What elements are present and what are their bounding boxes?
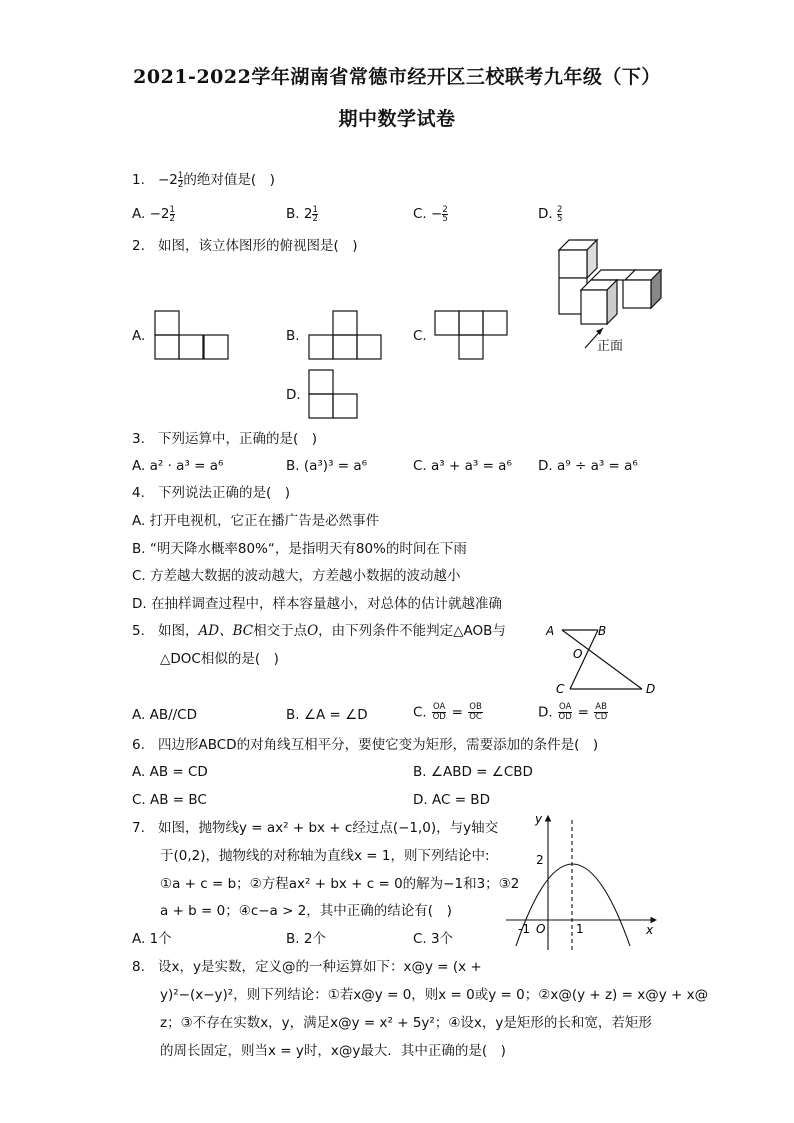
front-label: 正面 bbox=[597, 339, 624, 354]
q4-option-a[interactable]: A. 打开电视机，它正在播广告是必然事件 bbox=[132, 513, 380, 529]
q6-option-b[interactable]: B. ∠ABD = ∠CBD bbox=[413, 764, 533, 780]
question-5: 5. 如图，AD、BC相交于点O，由下列条件不能判定△AOB与 bbox=[132, 623, 506, 639]
q7-option-b[interactable]: B. 2个 bbox=[286, 931, 326, 947]
q2-option-d-label[interactable]: D. bbox=[286, 387, 301, 403]
graph-label-neg1: -1 bbox=[518, 922, 530, 936]
question-6: 6. 四边形ABCD的对角线互相平分，要使它变为矩形，需要添加的条件是( ) bbox=[132, 737, 599, 753]
q1-option-a[interactable]: A. −2 $\frac{1}{2}$ bbox=[132, 204, 175, 224]
question-8: 8. 设x，y是实数，定义@的一种运算如下：x@y = (x + bbox=[132, 959, 482, 975]
q2-text: 如图，该立体图形的俯视图是( ) bbox=[158, 238, 358, 254]
label-c: C bbox=[556, 682, 565, 696]
q2-option-c-label[interactable]: C. bbox=[413, 328, 427, 344]
q1-text: 的绝对值是( ) bbox=[183, 172, 275, 188]
q2-option-b-label[interactable]: B. bbox=[286, 328, 300, 344]
graph-label-1: 1 bbox=[576, 922, 584, 936]
page-title-line2: 期中数学试卷 bbox=[338, 108, 456, 130]
q2-solid-figure bbox=[545, 232, 670, 357]
q3-option-b[interactable]: B. (a³)³ = a⁶ bbox=[286, 458, 368, 474]
q2-option-d-figure[interactable] bbox=[308, 369, 362, 421]
q5-option-b[interactable]: B. ∠A = ∠D bbox=[286, 707, 368, 723]
q1-stem-int: −2 bbox=[158, 172, 178, 188]
q2-option-a-figure[interactable] bbox=[154, 310, 230, 362]
q5-triangle-figure bbox=[540, 620, 665, 700]
q6-option-c[interactable]: C. AB = BC bbox=[132, 792, 207, 808]
q5-option-d[interactable]: D. $\frac{OA}{OD}$ = $\frac{AB}{CD}$ bbox=[538, 702, 608, 722]
q2-option-b-figure[interactable] bbox=[308, 310, 384, 362]
question-3: 3. 下列运算中，正确的是( ) bbox=[132, 431, 318, 447]
graph-label-o: O bbox=[536, 922, 546, 936]
q4-option-c[interactable]: C. 方差越大数据的波动越大，方差越小数据的波动越小 bbox=[132, 568, 461, 584]
question-number: 1. bbox=[132, 172, 145, 188]
question-7-line2: 于(0,2)，抛物线的对称轴为直线x = 1，则下列结论中: bbox=[160, 848, 490, 864]
q4-option-b[interactable]: B. “明天降水概率80%“，是指明天有80%的时间在下雨 bbox=[132, 541, 467, 557]
question-7-line4: a + b = 0；④c−a > 2，其中正确的结论有( ) bbox=[160, 903, 452, 919]
q1-option-d[interactable]: D. $\frac{2}{5}$ bbox=[538, 204, 563, 224]
question-7: 7. 如图，抛物线y = ax² + bx + c经过点(−1,0)，与y轴交 bbox=[132, 820, 499, 836]
q3-option-d[interactable]: D. a⁹ ÷ a³ = a⁶ bbox=[538, 458, 638, 474]
question-2: 2. 如图，该立体图形的俯视图是( ) bbox=[132, 238, 358, 254]
question-8-line2: y)²−(x−y)²，则下列结论：①若x@y = 0，则x = 0或y = 0；②x@(y + z) = x@y + x@ bbox=[160, 987, 709, 1003]
q3-text: 下列运算中，正确的是( ) bbox=[158, 431, 318, 447]
q6-option-d[interactable]: D. AC = BD bbox=[413, 792, 490, 808]
question-7-line3: ①a + c = b；②方程ax² + bx + c = 0的解为−1和3；③2 bbox=[160, 876, 520, 892]
q1-option-c[interactable]: C. − $\frac{2}{5}$ bbox=[413, 204, 448, 224]
page-title-line1: 2021-2022学年湖南省常德市经开区三校联考九年级（下） bbox=[133, 66, 661, 88]
q5-option-c[interactable]: C. $\frac{OA}{OD}$ = $\frac{OB}{OC}$ bbox=[413, 702, 482, 722]
q1-option-b[interactable]: B. 2 $\frac{1}{2}$ bbox=[286, 204, 318, 224]
q4-option-d[interactable]: D. 在抽样调查过程中，样本容量越小，对总体的估计就越准确 bbox=[132, 596, 502, 612]
q4-text: 下列说法正确的是( ) bbox=[158, 485, 291, 501]
graph-label-2: 2 bbox=[536, 853, 544, 867]
q2-option-c-figure[interactable] bbox=[434, 310, 510, 362]
question-8-line4: 的周长固定，则当x = y时，x@y最大．其中正确的是( ) bbox=[160, 1043, 506, 1059]
q7-option-c[interactable]: C. 3个 bbox=[413, 931, 454, 947]
q7-option-a[interactable]: A. 1个 bbox=[132, 931, 172, 947]
question-8-line3: z；③不存在实数x，y，满足x@y = x² + 5y²；④设x，y是矩形的长和宽，若矩形 bbox=[160, 1015, 652, 1031]
question-4: 4. 下列说法正确的是( ) bbox=[132, 485, 291, 501]
q2-option-a-label[interactable]: A. bbox=[132, 328, 146, 344]
label-a: A bbox=[546, 624, 555, 638]
q1-stem-frac: $\frac{1}{2}$ bbox=[177, 170, 184, 190]
graph-x-label: x bbox=[646, 923, 654, 937]
question-5-line2: △DOC相似的是( ) bbox=[160, 651, 279, 667]
q6-option-a[interactable]: A. AB = CD bbox=[132, 764, 208, 780]
q7-parabola-graph bbox=[506, 812, 662, 952]
q3-option-a[interactable]: A. a² · a³ = a⁶ bbox=[132, 458, 224, 474]
label-o: O bbox=[573, 647, 583, 661]
label-d: D bbox=[646, 682, 656, 696]
q3-option-c[interactable]: C. a³ + a³ = a⁶ bbox=[413, 458, 512, 474]
question-1 bbox=[132, 171, 275, 189]
q5-option-a[interactable]: A. AB//CD bbox=[132, 707, 198, 723]
q6-text: 四边形ABCD的对角线互相平分，要使它变为矩形，需要添加的条件是( ) bbox=[158, 737, 599, 753]
graph-y-label: y bbox=[535, 812, 543, 826]
label-b: B bbox=[598, 624, 607, 638]
